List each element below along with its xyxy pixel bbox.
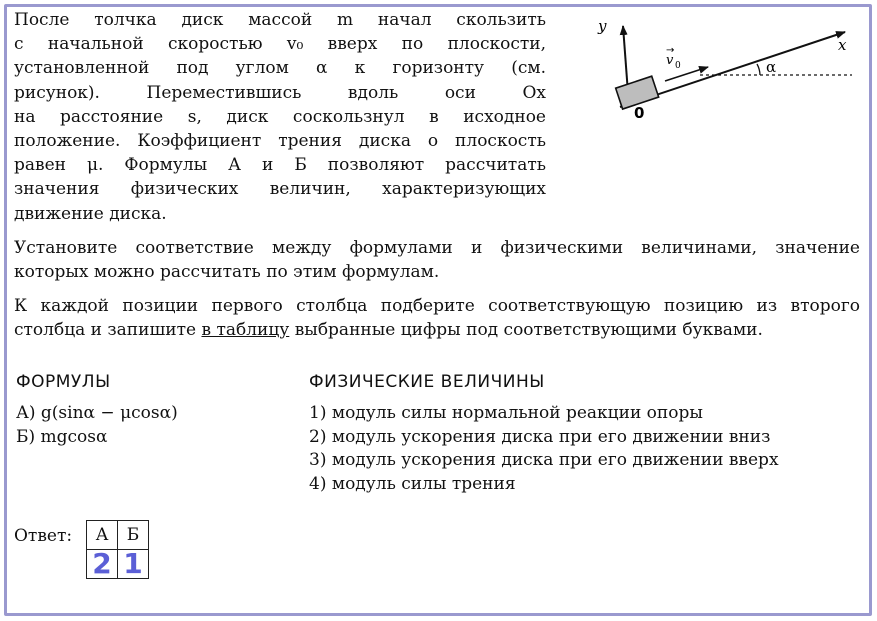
table-link[interactable]: в таблицу xyxy=(201,320,290,341)
answer-col-a-header: А xyxy=(87,521,118,550)
intro-line: После толчка диск массой m начал скользить xyxy=(14,10,546,30)
quantity-item: 2) модуль ускорения диска при его движении вниз xyxy=(309,426,771,447)
origin-label: 0 xyxy=(634,104,645,118)
answer-label: Ответ: xyxy=(14,526,73,546)
y-axis-label: y xyxy=(598,17,607,35)
incline-figure xyxy=(590,8,860,118)
quantities-header: ФИЗИЧЕСКИЕ ВЕЛИЧИНЫ xyxy=(309,372,545,392)
intro-line: на расстояние s, диск соскользнул в исходное xyxy=(14,106,546,127)
formulas-list xyxy=(16,402,178,449)
formula-item: Б) mgcosα xyxy=(16,426,108,447)
intro-line: равен μ. Формулы А и Б позволяют рассчитать xyxy=(14,155,546,176)
answer-cell-a[interactable]: 2 xyxy=(87,550,118,579)
quantities-list xyxy=(309,402,779,496)
formula-item: А) g(sinα − μcosα) xyxy=(16,403,178,423)
instruction-paragraph xyxy=(14,236,860,284)
intro-line: с начальной скоростью v₀ вверх по плоскости, xyxy=(14,34,546,55)
velocity-subscript: 0 xyxy=(675,61,681,71)
answer-table xyxy=(86,520,149,579)
velocity-label: v xyxy=(666,53,674,68)
quantity-item: 1) модуль силы нормальной реакции опоры xyxy=(309,403,703,423)
intro-line: значения физических величин, характеризующих xyxy=(14,179,546,200)
quantity-item: 3) модуль ускорения диска при его движении вверх xyxy=(309,450,779,470)
intro-line: движение диска. xyxy=(14,203,167,224)
angle-label: α xyxy=(766,58,777,76)
instruction-line: столбца и запишите в таблицу выбранные цифры под соответствующими буквами. xyxy=(14,320,763,341)
instruction-line: которых можно рассчитать по этим формулам. xyxy=(14,262,440,283)
intro-line: установленной под углом α к горизонту (см. xyxy=(14,58,546,79)
intro-line: положение. Коэффициент трения диска о плоскость xyxy=(14,131,546,152)
answer-col-b-header: Б xyxy=(118,521,149,550)
y-axis-line xyxy=(623,26,628,93)
angle-arc xyxy=(757,64,760,75)
quantity-item: 4) модуль силы трения xyxy=(309,473,516,494)
x-axis-label: x xyxy=(838,36,847,54)
intro-line: рисунок). Переместившись вдоль оси Ox xyxy=(14,82,546,103)
answer-cell-b[interactable]: 1 xyxy=(118,550,149,579)
problem-statement xyxy=(14,8,546,226)
instruction-paragraph-2 xyxy=(14,294,860,342)
instruction-line: К каждой позиции первого столбца подберите соответствующую позицию из второго xyxy=(14,296,860,316)
velocity-vector-mark: → xyxy=(666,45,675,56)
formulas-header: ФОРМУЛЫ xyxy=(16,372,111,392)
instruction-line: Установите соответствие между формулами и физическими величинами, значение xyxy=(14,238,860,258)
